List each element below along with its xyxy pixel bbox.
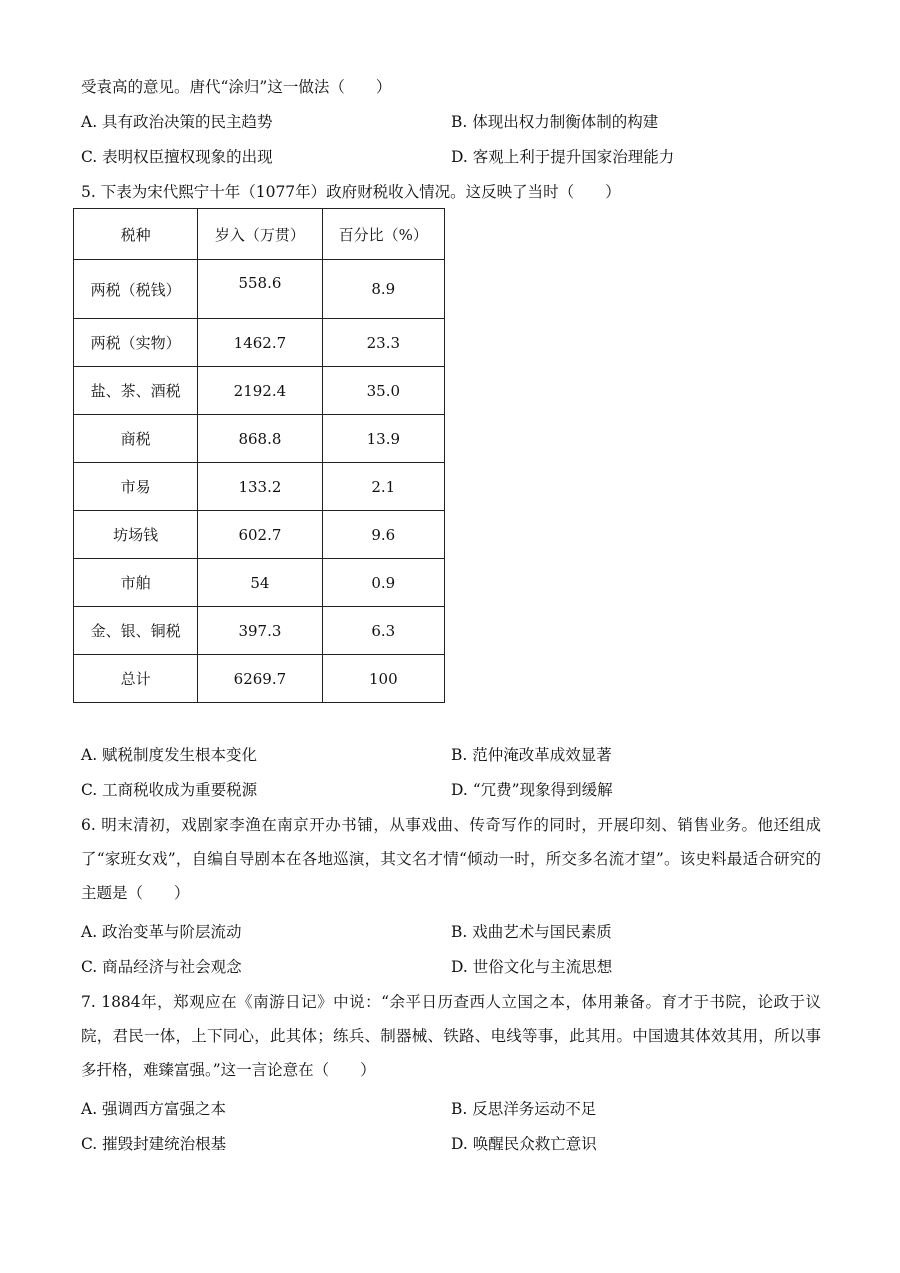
cell-tax-type: 金、银、铜税 bbox=[74, 607, 198, 655]
cell-percent: 35.0 bbox=[322, 367, 444, 415]
cell-percent: 100 bbox=[322, 655, 444, 703]
q7-option-d[interactable]: D. 唤醒民众救亡意识 bbox=[451, 1135, 597, 1153]
tax-revenue-table bbox=[73, 208, 445, 703]
q6-option-a[interactable]: A. 政治变革与阶层流动 bbox=[81, 923, 242, 941]
cell-tax-type: 盐、茶、酒税 bbox=[74, 367, 198, 415]
table-header-row bbox=[74, 209, 445, 260]
cell-percent: 9.6 bbox=[322, 511, 444, 559]
cell-tax-type: 市舶 bbox=[74, 559, 198, 607]
q5-option-b[interactable]: B. 范仲淹改革成效显著 bbox=[451, 746, 612, 764]
cell-income: 558.6 bbox=[198, 260, 322, 319]
header-tax-type: 税种 bbox=[74, 209, 198, 260]
cell-tax-type: 两税（税钱） bbox=[74, 260, 198, 319]
q7-option-b[interactable]: B. 反思洋务运动不足 bbox=[451, 1100, 597, 1118]
q5-option-c[interactable]: C. 工商税收成为重要税源 bbox=[81, 781, 258, 799]
cell-income: 6269.7 bbox=[198, 655, 322, 703]
table-row bbox=[74, 559, 445, 607]
cell-income: 397.3 bbox=[198, 607, 322, 655]
q6-stem: 6. 明末清初，戏剧家李渔在南京开办书铺，从事戏曲、传奇写作的同时，开展印刻、销售业务。他还组成了“家班女戏”，自编自导剧本在各地巡演，其文名才情“倾动一时，所交多名流才望”。该史料最适合研究的主题是（ ） bbox=[81, 816, 821, 902]
cell-income: 868.8 bbox=[198, 415, 322, 463]
cell-income: 602.7 bbox=[198, 511, 322, 559]
cell-tax-type: 市易 bbox=[74, 463, 198, 511]
table-row bbox=[74, 367, 445, 415]
cell-tax-type: 总计 bbox=[74, 655, 198, 703]
cell-income: 54 bbox=[198, 559, 322, 607]
table-row bbox=[74, 260, 445, 319]
q6-option-c[interactable]: C. 商品经济与社会观念 bbox=[81, 958, 242, 976]
table-total-row bbox=[74, 655, 445, 703]
table-row bbox=[74, 415, 445, 463]
cell-percent: 13.9 bbox=[322, 415, 444, 463]
cell-income: 133.2 bbox=[198, 463, 322, 511]
q4-option-a[interactable]: A. 具有政治决策的民主趋势 bbox=[81, 113, 273, 131]
q5-stem: 5. 下表为宋代熙宁十年（1077年）政府财税收入情况。这反映了当时（ ） bbox=[81, 183, 621, 201]
q7-stem: 7. 1884年，郑观应在《南游日记》中说：“余平日历查西人立国之本，体用兼备。育才于书院，论政于议院，君民一体，上下同心，此其体；练兵、制器械、铁路、电线等事，此其用。中国遗其体效其用，所以事多扞格，难臻富强。”这一言论意在（ ） bbox=[81, 993, 821, 1079]
q4-option-d[interactable]: D. 客观上利于提升国家治理能力 bbox=[451, 148, 675, 166]
q4-stem-tail: 受袁高的意见。唐代“涂归”这一做法（ ） bbox=[81, 78, 392, 96]
q7-option-a[interactable]: A. 强调西方富强之本 bbox=[81, 1100, 227, 1118]
cell-percent: 6.3 bbox=[322, 607, 444, 655]
table-row bbox=[74, 511, 445, 559]
cell-percent: 8.9 bbox=[322, 260, 444, 319]
cell-tax-type: 两税（实物） bbox=[74, 319, 198, 367]
header-percentage: 百分比（%） bbox=[322, 209, 444, 260]
q4-option-c[interactable]: C. 表明权臣擅权现象的出现 bbox=[81, 148, 273, 166]
cell-income: 2192.4 bbox=[198, 367, 322, 415]
q4-option-b[interactable]: B. 体现出权力制衡体制的构建 bbox=[451, 113, 659, 131]
cell-income: 1462.7 bbox=[198, 319, 322, 367]
cell-percent: 0.9 bbox=[322, 559, 444, 607]
cell-percent: 23.3 bbox=[322, 319, 444, 367]
q7-option-c[interactable]: C. 摧毁封建统治根基 bbox=[81, 1135, 227, 1153]
table-row bbox=[74, 319, 445, 367]
cell-percent: 2.1 bbox=[322, 463, 444, 511]
cell-tax-type: 坊场钱 bbox=[74, 511, 198, 559]
q5-option-a[interactable]: A. 赋税制度发生根本变化 bbox=[81, 746, 258, 764]
q5-option-d[interactable]: D. “冗费”现象得到缓解 bbox=[451, 781, 613, 799]
table-row bbox=[74, 463, 445, 511]
q6-option-d[interactable]: D. 世俗文化与主流思想 bbox=[451, 958, 613, 976]
q6-option-b[interactable]: B. 戏曲艺术与国民素质 bbox=[451, 923, 612, 941]
table-row bbox=[74, 607, 445, 655]
header-annual-income: 岁入（万贯） bbox=[198, 209, 322, 260]
cell-tax-type: 商税 bbox=[74, 415, 198, 463]
